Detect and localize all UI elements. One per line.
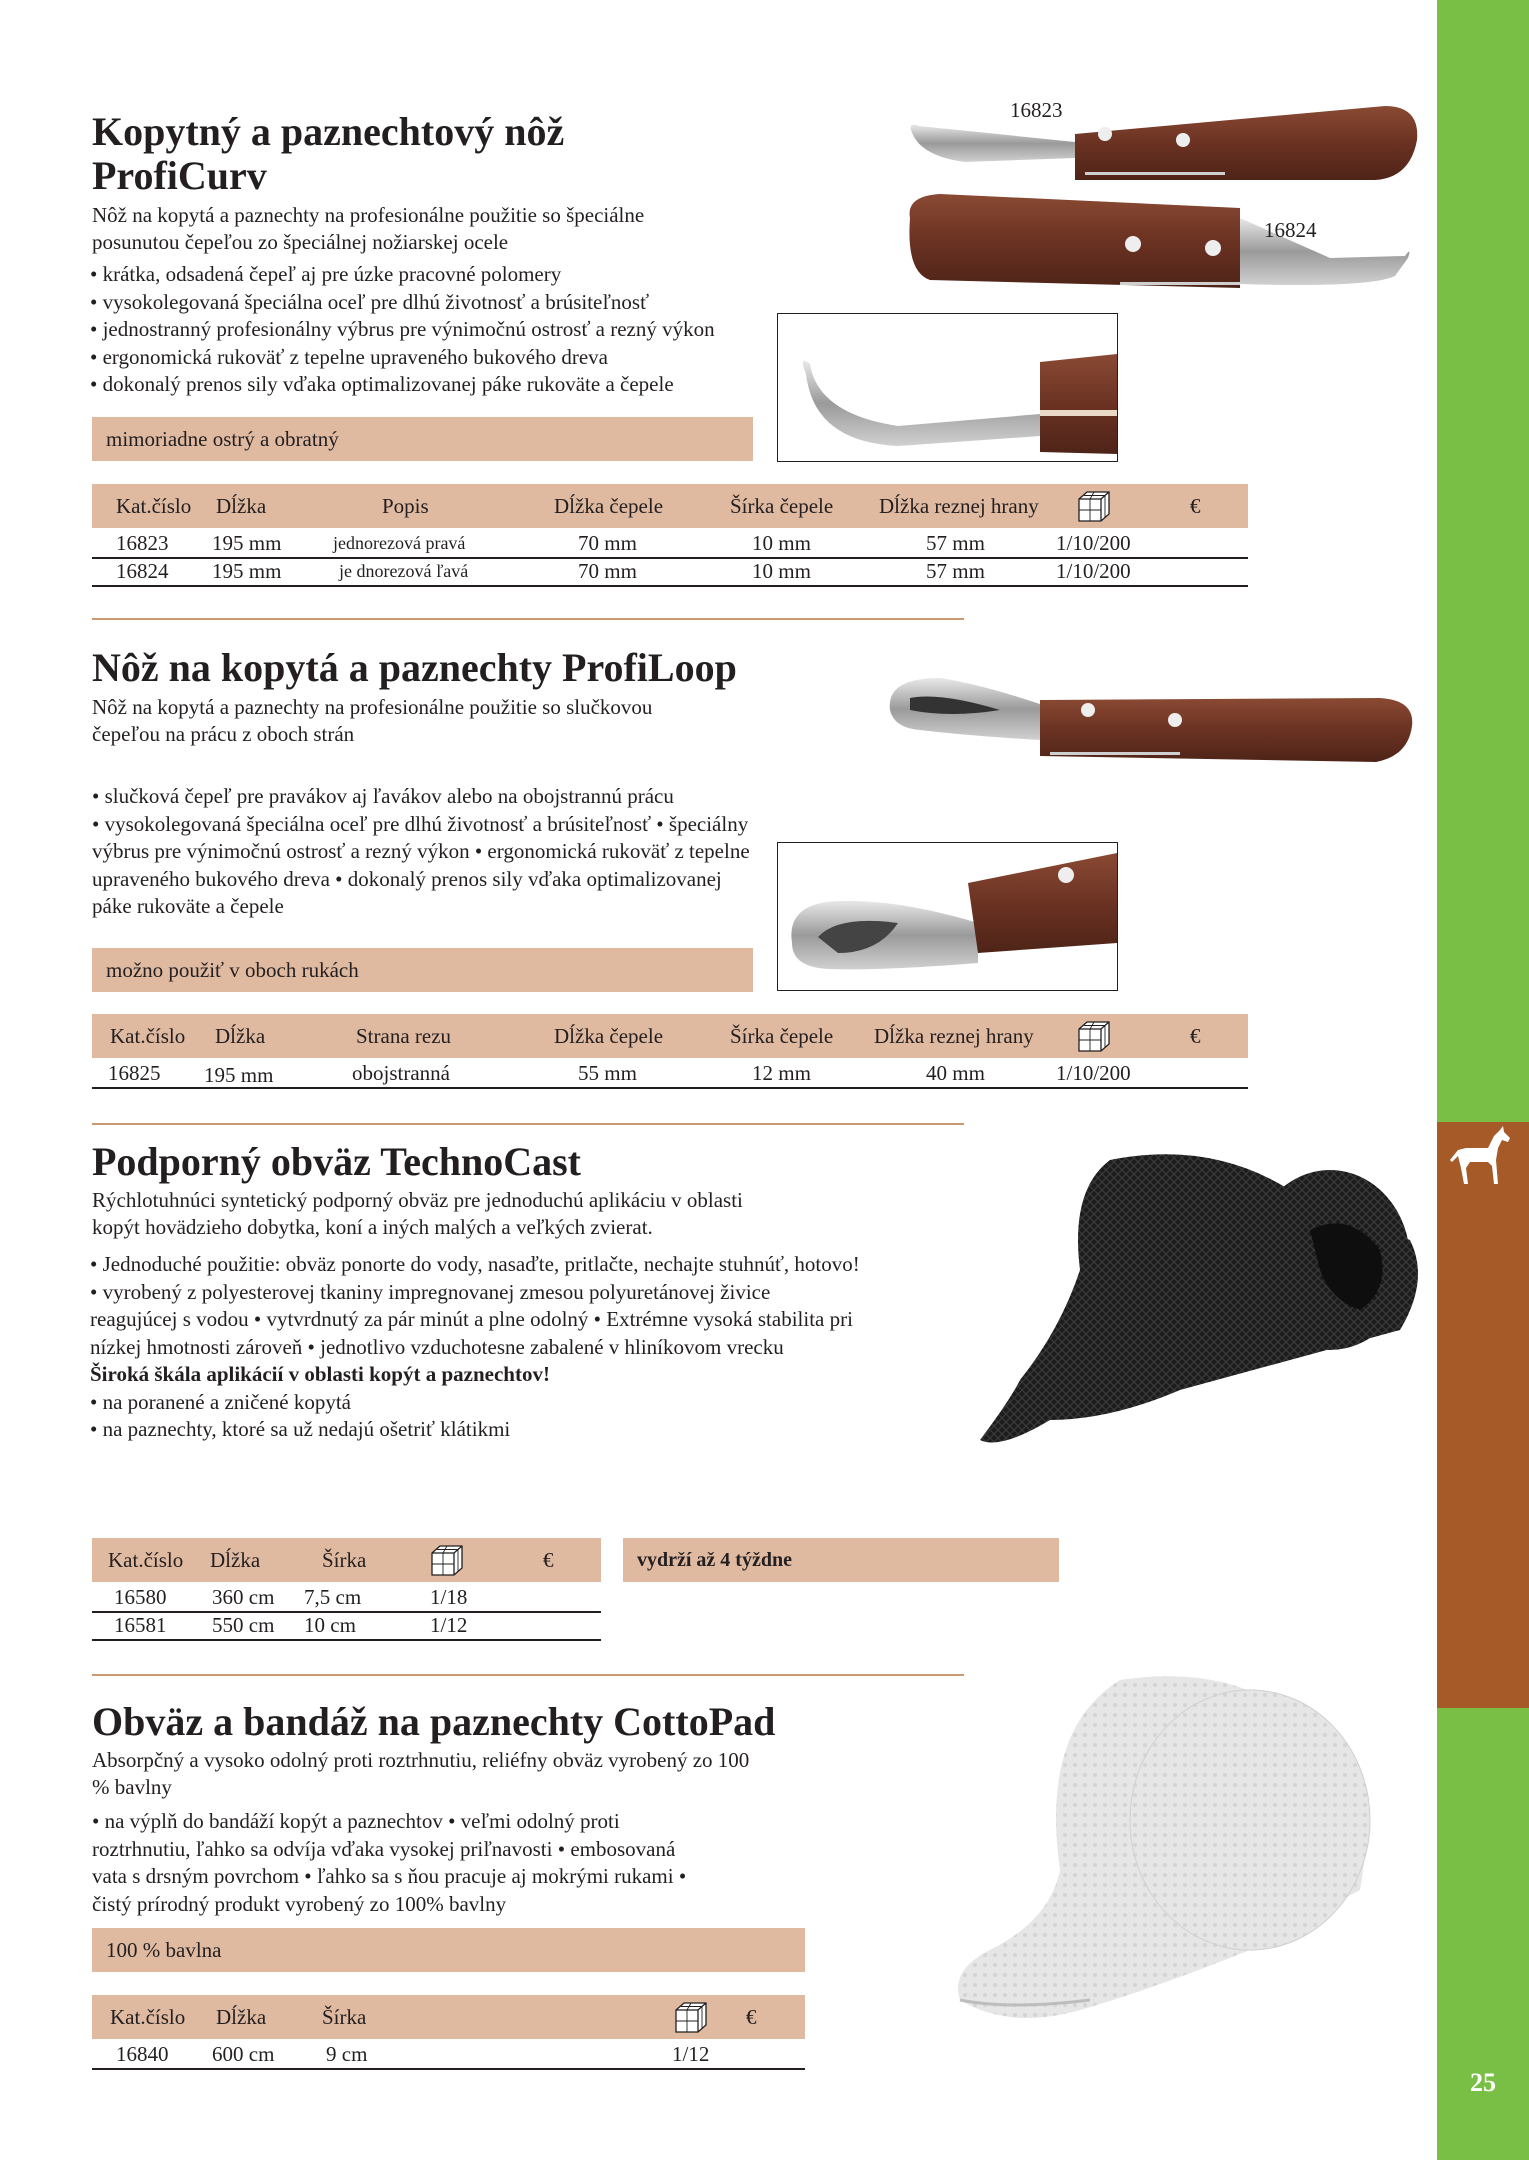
- sidebar-category-tab: [1437, 1122, 1529, 1708]
- image-label: 16823: [1010, 98, 1063, 122]
- description-line: posunutou čepeľou zo špeciálnej nožiarskej ocele: [92, 230, 509, 254]
- knife-image-16824: [900, 188, 1415, 308]
- package-icon: [1077, 1020, 1111, 1052]
- feature-list: [92, 1808, 686, 1918]
- section-description: [92, 1187, 743, 1241]
- table-cell: 12 mm: [752, 1061, 811, 1085]
- column-header: Kat.číslo: [116, 494, 192, 518]
- feature-item: • krátka, odsadená čepeľ aj pre úzke pracovné polomery: [90, 262, 562, 286]
- table-row: [92, 1059, 1248, 1089]
- table-row: [92, 1583, 601, 1613]
- description-line: kopýt hovädzieho dobytka, koní a iných malých a veľkých zvierat.: [92, 1215, 653, 1239]
- column-header: Dĺžka reznej hrany: [879, 494, 1039, 518]
- description-line: Rýchlotuhnúci syntetický podporný obväz pre jednoduchú aplikáciu v oblasti: [92, 1188, 743, 1212]
- highlight-band: mimoriadne ostrý a obratný: [92, 417, 753, 461]
- section-title-technocast: Podporný obväz TechnoCast: [92, 1139, 581, 1184]
- column-header: Šírka čepele: [730, 1024, 834, 1048]
- column-header: Popis: [382, 494, 429, 518]
- column-header: Dĺžka: [216, 494, 267, 518]
- section-title-profiloop: Nôž na kopytá a paznechty ProfiLoop: [92, 645, 737, 690]
- knife-image-16825: [880, 670, 1420, 782]
- feature-item: • ergonomická rukoväť z tepelne upraveného bukového dreva: [90, 344, 608, 369]
- column-header: Dĺžka čepele: [554, 1024, 664, 1048]
- column-header: Šírka: [322, 1548, 367, 1572]
- table-cell: 70 mm: [578, 559, 637, 583]
- page-number: 25: [1470, 2068, 1496, 2097]
- table-header: [92, 1014, 1248, 1058]
- column-header: Dĺžka: [216, 2005, 267, 2029]
- table-cell: 55 mm: [578, 1061, 637, 1085]
- description-line: Nôž na kopytá a paznechty na profesionálne použitie so slučkovou: [92, 695, 653, 719]
- table-cell: 16840: [116, 2042, 169, 2066]
- description-line: Nôž na kopytá a paznechty na profesionálne použitie so špeciálne: [92, 203, 645, 227]
- package-icon: [1077, 490, 1111, 522]
- section-divider: [92, 1674, 964, 1676]
- knife-image-16823: [905, 100, 1420, 190]
- feature-item: čistý prírodný produkt vyrobený zo 100% bavlny: [92, 1891, 507, 1916]
- highlight-band: možno použiť v oboch rukách: [92, 948, 753, 992]
- feature-item: výbrus pre výnimočnú ostrosť a rezný výkon • ergonomická rukoväť z tepelne: [92, 839, 750, 863]
- table-cell: 7,5 cm: [304, 1585, 362, 1609]
- image-label: 16824: [1264, 218, 1317, 242]
- table-cell: 40 mm: [926, 1061, 985, 1085]
- feature-item: • dokonalý prenos sily vďaka optimalizovanej páke rukoväte a čepele: [90, 372, 674, 396]
- table-header: [92, 1538, 601, 1582]
- highlight-band: vydrží až 4 týždne: [623, 1538, 1059, 1582]
- table-cell: 600 cm: [212, 2042, 275, 2066]
- table-cell: 195 mm: [212, 531, 282, 555]
- section-title-cottopad: Obväz a bandáž na paznechty CottoPad: [92, 1699, 776, 1744]
- feature-item: • vysokolegovaná špeciálna oceľ pre dlhú životnosť a brúsiteľnosť: [90, 289, 650, 314]
- table-cell: 16825: [108, 1061, 161, 1085]
- title-line: Kopytný a paznechtový nôž: [92, 109, 565, 154]
- column-header: Strana rezu: [356, 1024, 452, 1048]
- column-header: Kat.číslo: [110, 2005, 186, 2029]
- column-header: Šírka: [322, 2005, 367, 2029]
- table-cell: 1/10/200: [1056, 559, 1131, 583]
- feature-item: nízkej hmotnosti zároveň • jednotlivo vzduchotesne zabalené v hliníkovom vrecku: [90, 1334, 784, 1359]
- table-cell: 10 mm: [752, 531, 811, 555]
- feature-item: páke rukoväte a čepele: [92, 894, 284, 918]
- description-line: čepeľou na prácu z oboch strán: [92, 722, 355, 746]
- package-icon: [674, 2001, 708, 2033]
- table-cell: 57 mm: [926, 559, 985, 583]
- table-cell: 16581: [114, 1613, 167, 1637]
- table-header: [92, 1995, 805, 2039]
- column-header: Kat.číslo: [108, 1548, 184, 1572]
- section-divider: [92, 1123, 964, 1125]
- section-description: [92, 1747, 749, 1801]
- section-description: [92, 694, 652, 748]
- column-header: Dĺžka čepele: [554, 494, 664, 518]
- feature-list: [90, 261, 715, 399]
- table-cell: 1/18: [430, 1585, 468, 1609]
- column-header: €: [746, 2005, 757, 2029]
- table-cell: 195 mm: [204, 1063, 274, 1087]
- table-cell: 195 mm: [212, 559, 282, 583]
- table-cell: jednorezová pravá: [333, 533, 466, 553]
- package-icon: [430, 1544, 464, 1576]
- table-row: [92, 1611, 601, 1641]
- cotton-bandage-image: [950, 1670, 1390, 2040]
- section-divider: [92, 618, 964, 620]
- column-header: Dĺžka: [215, 1024, 266, 1048]
- table-row: [92, 557, 1248, 587]
- table-cell: 16580: [114, 1585, 167, 1609]
- table-cell: 360 cm: [212, 1585, 275, 1609]
- table-cell: je dnorezová ľavá: [339, 561, 469, 581]
- sidebar-green-bar: [1437, 0, 1529, 2160]
- loop-blade-detail-photo: [777, 842, 1118, 991]
- column-header: Dĺžka: [210, 1548, 261, 1572]
- column-header: €: [1190, 494, 1201, 518]
- column-header: Šírka čepele: [730, 494, 834, 518]
- feature-item: • jednostranný profesionálny výbrus pre výnimočnú ostrosť a rezný výkon: [90, 317, 715, 341]
- table-header: [92, 484, 1248, 528]
- table-cell: 550 cm: [212, 1613, 275, 1637]
- feature-item: • na paznechty, ktoré sa už nedajú ošetriť klátikmi: [90, 1417, 511, 1441]
- horse-icon: [1448, 1126, 1518, 1188]
- feature-item: • vyrobený z polyesterovej tkaniny impregnovanej zmesou polyuretánovej živice: [90, 1279, 771, 1304]
- feature-item: • Jednoduché použitie: obväz ponorte do vody, nasaďte, pritlačte, nechajte stuhnúť, hotovo!: [90, 1252, 860, 1276]
- feature-item: roztrhnutiu, ľahko sa odvíja vďaka vysokej priľnavosti • embosovaná: [92, 1836, 676, 1861]
- column-header: €: [1190, 1024, 1201, 1048]
- feature-list: [90, 1251, 860, 1444]
- column-header: Kat.číslo: [110, 1024, 186, 1048]
- table-cell: 10 cm: [304, 1613, 356, 1637]
- section-description: [92, 202, 644, 256]
- table-cell: 16824: [116, 559, 169, 583]
- title-line: ProfiCurv: [92, 153, 267, 198]
- table-cell: 1/10/200: [1056, 531, 1131, 555]
- table-cell: 70 mm: [578, 531, 637, 555]
- feature-item: • na poranené a zničené kopytá: [90, 1389, 351, 1414]
- table-cell: 1/10/200: [1056, 1061, 1131, 1085]
- highlight-band: 100 % bavlna: [92, 1928, 805, 1972]
- table-cell: 10 mm: [752, 559, 811, 583]
- table-cell: 16823: [116, 531, 169, 555]
- feature-item: • na výplň do bandáží kopýt a paznechtov • veľmi odolný proti: [92, 1809, 620, 1833]
- table-row: [92, 2040, 805, 2070]
- feature-item: reagujúcej s vodou • vytvrdnutý za pár minút a plne odolný • Extrémne vysoká stabilita pri: [90, 1307, 853, 1331]
- table-cell: 9 cm: [326, 2042, 368, 2066]
- blade-detail-photo: [777, 313, 1118, 462]
- table-cell: 1/12: [672, 2042, 710, 2066]
- table-cell: obojstranná: [352, 1061, 450, 1085]
- table-row: [92, 529, 1248, 559]
- feature-list: [92, 783, 750, 921]
- feature-item: • vysokolegovaná špeciálna oceľ pre dlhú životnosť a brúsiteľnosť • špeciálny: [92, 811, 749, 836]
- feature-item: vata s drsným povrchom • ľahko sa s ňou pracuje aj mokrými rukami •: [92, 1864, 687, 1888]
- cast-bandage-image: [970, 1150, 1420, 1480]
- column-header: Dĺžka reznej hrany: [874, 1024, 1034, 1048]
- feature-item: • slučková čepeľ pre pravákov aj ľavákov alebo na obojstrannú prácu: [92, 784, 674, 808]
- description-line: % bavlny: [92, 1775, 172, 1799]
- description-line: Absorpčný a vysoko odolný proti roztrhnutiu, reliéfny obväz vyrobený zo 100: [92, 1748, 750, 1772]
- feature-emphasis: Široká škála aplikácií v oblasti kopýt a paznechtov!: [90, 1362, 550, 1386]
- table-cell: 57 mm: [926, 531, 985, 555]
- column-header: €: [543, 1548, 554, 1572]
- feature-item: upraveného bukového dreva • dokonalý prenos sily vďaka optimalizovanej: [92, 866, 722, 891]
- table-cell: 1/12: [430, 1613, 468, 1637]
- section-title-proficurv: [92, 110, 564, 198]
